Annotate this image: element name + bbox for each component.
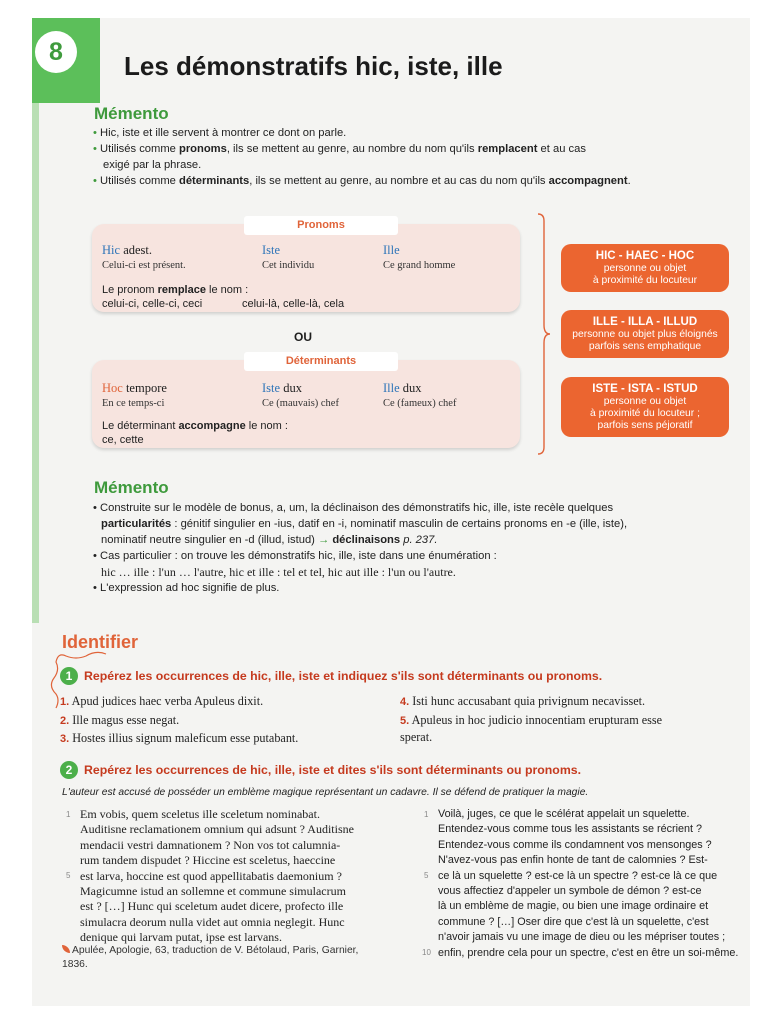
line-number: 10	[422, 948, 431, 957]
exercise-2-number: 2	[60, 761, 78, 779]
pronoms-rule: Le pronom remplace le nom :	[102, 284, 249, 296]
exercise-1-sentences-left: 1. Apud judices haec verba Apuleus dixit. 2. Ille magus esse negat. 3. Hostes illius signum maleficum esse putabant.	[60, 694, 299, 745]
page-title: Les démonstratifs hic, iste, ille	[124, 51, 503, 81]
ou-separator: OU	[294, 330, 312, 344]
exercise-1-number: 1	[60, 667, 78, 685]
pronoms-label: Pronoms	[244, 216, 398, 235]
line-number: 5	[424, 871, 429, 880]
memento-line: • Hic, iste et ille servent à montrer ce dont on parle.	[93, 127, 347, 139]
exercise-2-intro: L'auteur est accusé de posséder un emblème magique représentant un cadavre. Il se défend de pratiquer la magie.	[62, 787, 589, 798]
determinants-example-1: Hoc tempore En ce temps-ci	[102, 381, 167, 409]
memento-2-text: • Construite sur le modèle de bonus, a, um, la déclinaison des démonstratifs hic, ille, iste recèle quelques particularités : génitif singulier en -ius, datif en -i, nominatif masculin de certains pronoms en -e (ille, iste), nominatif neutre singulier en -d (illud, istud) → déclinaisons p. 237. • Cas particulier : on trouve les démonstratifs hic, ille, iste dans une énumération : hic … ille : l'un … l'autre, hic et ille : tel et tel, hic aut ille : l'un ou l'autre. • L'expression ad hoc signifie de plus.	[93, 502, 628, 594]
pronoms-example-3: Ille Ce grand homme	[383, 243, 456, 271]
source-citation: Apulée, Apologie, 63, traduction de V. Bétolaud, Paris, Garnier, 1836.	[62, 945, 359, 970]
determinants-label: Déterminants	[244, 352, 398, 371]
line-number: 1	[424, 810, 429, 819]
exercise-1-sentences-right: 4. Isti hunc accusabant quia privignum necavisset. 5. Apuleus in hoc judicio innocentiam erupturam esse sperat.	[400, 694, 663, 744]
textbook-page	[32, 18, 750, 1006]
ille-illa-illud-box: ILLE - ILLA - ILLUD personne ou objet plus éloignés parfois sens emphatique	[561, 310, 729, 358]
memento-line: • Utilisés comme pronoms, ils se mettent au genre, au nombre du nom qu'ils remplacent et au cas	[93, 143, 586, 155]
determinants-rule: Le déterminant accompagne le nom :	[102, 420, 288, 432]
side-strip	[32, 103, 39, 623]
iste-ista-istud-box: ISTE - ISTA - ISTUD personne ou objet à proximité du locuteur ; parfois sens péjoratif	[561, 377, 729, 437]
memento-1-text	[93, 125, 733, 189]
determinants-examples: ce, cette	[102, 434, 144, 446]
memento-line: • Utilisés comme déterminants, ils se mettent au genre, au nombre et au cas du nom qu'ils accompagnent.	[93, 175, 631, 187]
chapter-number-badge: 8	[35, 31, 77, 73]
line-number: 5	[66, 871, 71, 880]
hic-haec-hoc-box: HIC - HAEC - HOC personne ou objet à proximité du locuteur	[561, 244, 729, 292]
determinants-example-2: Iste dux Ce (mauvais) chef	[262, 381, 339, 409]
memento-2-title: Mémento	[94, 478, 169, 497]
leaf-icon	[62, 945, 70, 953]
exercise-1-title: Repérez les occurrences de hic, ille, iste et indiquez s'ils sont déterminants ou pronoms.	[84, 669, 603, 683]
french-translation: Voilà, juges, ce que le scélérat appelait un squelette. Entendez-vous comme tous les assistants se récrient ? Entendez-vous comme ils condamnent vos mensonges ? N'avez-vous pas enfin honte de tant de calomnies ? Est- ce là un squelette ? est-ce là un spectre ? est-ce là ce que vous affectiez d'appeler un symbole de démon ? est-ce là un emblème de magie, ou bien une image ordinaire et commune ? […] Oser dire que c'est là un squelette, c'est n'avoir jamais vu une image de dieu ou les mépriser toutes ; enfin, prendre cela pour un spectre, c'est en être un soi-même.	[438, 808, 739, 959]
line-number: 1	[66, 810, 71, 819]
identifier-heading: Identifier	[62, 632, 139, 652]
pronoms-examples: celui-ci, celle-ci, ceci celui-là, celle-là, cela	[102, 298, 345, 310]
bracket-shape	[537, 213, 551, 455]
memento-title: Mémento	[94, 104, 169, 123]
latin-passage: Em vobis, quem sceletus ille sceletum nominabat. Auditisne reclamationem omnium qui adsunt ? Auditisne mendacii vestri damnationem ? Non vos tot calumnia- rum tandem dispudet ? Hiccine est sceletus, haeccine est larva, hoccine est quod appellitabatis daemonium ? Magicumne istud an sollemne et commune simulacrum est ? […] Hunc qui sceletum audet dicere, profecto ille simulacra deorum nulla videt aut omnia neglegit. Hunc denique qui larvam putat, ipse est larvans.	[80, 807, 354, 945]
memento-line: exigé par la phrase.	[103, 159, 202, 171]
determinants-example-3: Ille dux Ce (fameux) chef	[383, 381, 457, 409]
pronoms-box	[92, 219, 520, 312]
pronoms-example-1: Hic adest. Celui-ci est présent.	[102, 243, 186, 271]
pronoms-example-2: Iste Cet individu	[262, 243, 315, 271]
exercise-2-title: Repérez les occurrences de hic, ille, iste et dites s'ils sont déterminants ou pronoms.	[84, 763, 582, 777]
determinants-box	[92, 355, 520, 448]
